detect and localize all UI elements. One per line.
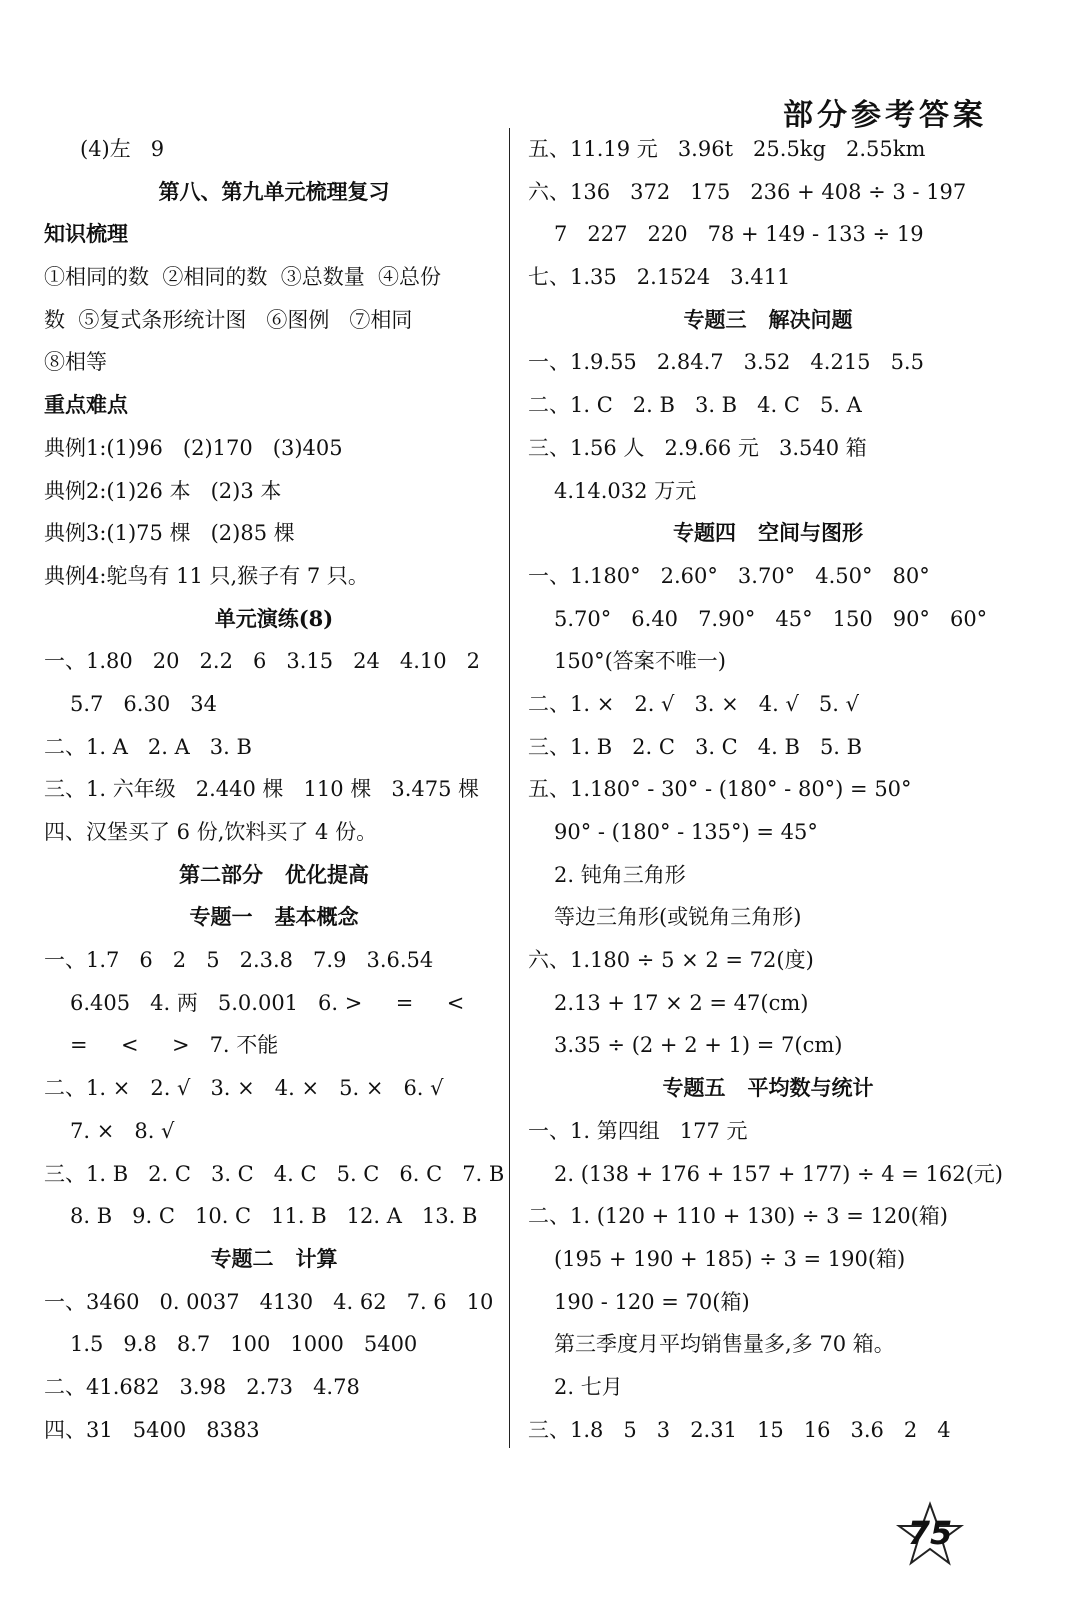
answer-line: 数 ⑤复式条形统计图 ⑥图例 ⑦相同 (44, 307, 413, 332)
answer-line: 2. 七月 (554, 1374, 623, 1399)
section-heading: 单元演练(8) (214, 605, 334, 631)
answer-line: 7 227 220 78 + 149 - 133 ÷ 19 (554, 222, 924, 247)
page-header-title: 部分参考答案 (783, 98, 987, 133)
page-number: 75 (907, 1514, 953, 1552)
answer-line: 90° - (180° - 135°) = 45° (554, 820, 818, 844)
answer-line: 三、1.56 人 2.9.66 元 3.540 箱 (528, 435, 867, 460)
page-number-badge (895, 1500, 965, 1570)
section-heading: 第八、第九单元梳理复习 (158, 178, 390, 204)
answer-line: (195 + 190 + 185) ÷ 3 = 190(箱) (554, 1246, 906, 1271)
section-heading: 第二部分 优化提高 (179, 861, 369, 887)
left-column (44, 128, 504, 1451)
answer-line: = < > 7. 不能 (70, 1033, 279, 1058)
answer-line: 典例1:(1)96 (2)170 (3)405 (44, 435, 343, 460)
answer-line: 六、1.180 ÷ 5 × 2 = 72(度) (528, 948, 814, 973)
subsection-heading: 知识梳理 (44, 221, 128, 247)
right-column (528, 128, 1008, 1451)
answer-line: 3.35 ÷ (2 + 2 + 1) = 7(cm) (554, 1033, 843, 1058)
answer-line: ①相同的数 ②相同的数 ③总数量 ④总份 (44, 265, 442, 290)
answer-line: 190 - 120 = 70(箱) (554, 1289, 750, 1314)
answer-line: 一、1. 第四组 177 元 (528, 1118, 748, 1143)
answer-line: 三、1. B 2. C 3. C 4. B 5. B (528, 734, 863, 759)
answer-line: 一、1.180° 2.60° 3.70° 4.50° 80° (528, 563, 930, 588)
answer-line: 5.70° 6.40 7.90° 45° 150 90° 60° (554, 606, 988, 631)
answer-line: 二、41.682 3.98 2.73 4.78 (44, 1374, 360, 1399)
section-heading: 专题一 基本概念 (189, 904, 359, 930)
answer-line: 六、136 372 175 236 + 408 ÷ 3 - 197 (528, 179, 967, 204)
answer-line: 4.14.032 万元 (554, 478, 697, 503)
answer-line: 三、1. B 2. C 3. C 4. C 5. C 6. C 7. B (44, 1161, 504, 1186)
answer-line: (4)左 9 (80, 137, 165, 161)
answer-line: 5.7 6.30 34 (70, 691, 217, 716)
column-divider (509, 128, 510, 1448)
answer-line: 四、汉堡买了 6 份,饮料买了 4 份。 (44, 820, 378, 844)
answer-line: 二、1. A 2. A 3. B (44, 734, 252, 759)
answer-line: 2. (138 + 176 + 157 + 177) ÷ 4 = 162(元) (554, 1161, 1003, 1186)
answer-line: 等边三角形(或锐角三角形) (554, 905, 802, 930)
answer-line: 2.13 + 17 × 2 = 47(cm) (554, 990, 809, 1015)
answer-line: 五、1.180° - 30° - (180° - 80°) = 50° (528, 777, 912, 802)
answer-line: 二、1. C 2. B 3. B 4. C 5. A (528, 393, 862, 418)
answer-line: 7. × 8. √ (70, 1118, 175, 1143)
answer-line: 二、1. × 2. √ 3. × 4. × 5. × 6. √ (44, 1076, 444, 1101)
answer-line: 二、1. × 2. √ 3. × 4. √ 5. √ (528, 691, 859, 716)
answer-line: 一、1.80 20 2.2 6 3.15 24 4.10 2 (44, 649, 481, 674)
section-heading: 专题五 平均数与统计 (662, 1075, 874, 1101)
answer-line: 典例4:鸵鸟有 11 只,猴子有 7 只。 (44, 563, 369, 588)
answer-line: 二、1. (120 + 110 + 130) ÷ 3 = 120(箱) (528, 1204, 948, 1229)
subsection-heading: 重点难点 (44, 392, 128, 418)
answer-line: 一、3460 0. 0037 4130 4. 62 7. 6 10 (44, 1289, 494, 1314)
answer-line: 6.405 4. 两 5.0.001 6. > = < (70, 990, 465, 1015)
answer-line: 150°(答案不唯一) (554, 649, 726, 674)
answer-line: 典例2:(1)26 本 (2)3 本 (44, 478, 282, 503)
answer-line: 七、1.35 2.1524 3.411 (528, 265, 791, 290)
answer-line: 8. B 9. C 10. C 11. B 12. A 13. B (70, 1204, 478, 1229)
answer-line: ⑧相等 (44, 350, 107, 375)
answer-line: 一、1.9.55 2.84.7 3.52 4.215 5.5 (528, 350, 924, 375)
section-heading: 专题三 解决问题 (683, 306, 853, 332)
section-heading: 专题四 空间与图形 (673, 520, 863, 546)
answer-line: 2. 钝角三角形 (554, 862, 686, 887)
answer-line: 五、11.19 元 3.96t 25.5kg 2.55km (528, 137, 926, 161)
answer-line: 一、1.7 6 2 5 2.3.8 7.9 3.6.54 (44, 948, 434, 973)
section-heading: 专题二 计算 (210, 1245, 338, 1271)
answer-line: 三、1.8 5 3 2.31 15 16 3.6 2 4 (528, 1417, 951, 1442)
answer-line: 第三季度月平均销售量多,多 70 箱。 (554, 1332, 895, 1357)
answer-line: 1.5 9.8 8.7 100 1000 5400 (70, 1332, 418, 1357)
answer-line: 典例3:(1)75 棵 (2)85 棵 (44, 521, 295, 546)
answer-line: 四、31 5400 8383 (44, 1417, 260, 1442)
answer-line: 三、1. 六年级 2.440 棵 110 棵 3.475 棵 (44, 777, 480, 802)
